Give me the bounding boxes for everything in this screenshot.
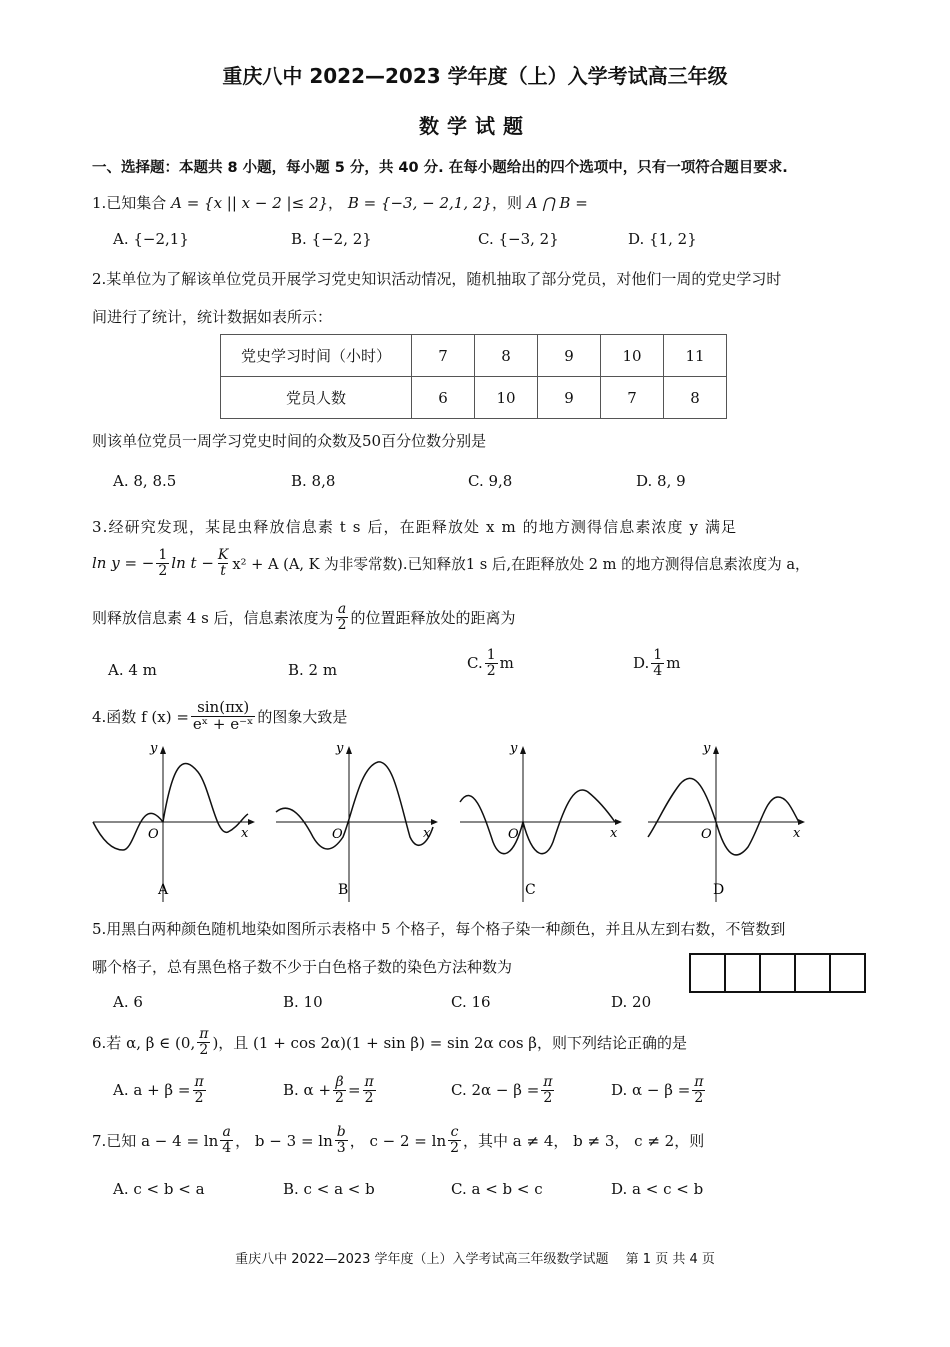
fraction-den: t — [220, 562, 226, 579]
q2-option-a: A. 8, 8.5 — [113, 472, 177, 490]
axis-y-label: y — [703, 742, 711, 756]
q5-option-b: B. 10 — [283, 993, 323, 1011]
q1-option-d: D. {1, 2} — [628, 230, 697, 248]
q5-option-a: A. 6 — [113, 993, 143, 1011]
page-subtitle: 数学试题 — [419, 114, 531, 138]
q2-line-3: 则该单位党员一周学习党史时间的众数及50百分位数分别是 — [92, 432, 487, 450]
option-prefix: C. 2α − β = — [451, 1081, 540, 1100]
q1-option-a: A. {−2,1} — [113, 230, 189, 248]
option-unit: m — [666, 654, 681, 673]
graph-a — [93, 742, 255, 902]
option-eq: = — [347, 1081, 361, 1100]
q1-option-c: C. {−3, 2} — [478, 230, 559, 248]
fraction — [216, 548, 230, 578]
q6-option-a — [113, 1075, 208, 1105]
q3-line-3 — [92, 602, 516, 632]
fraction — [651, 648, 664, 678]
table-cell: 10 — [601, 335, 664, 377]
q3-line-3-end: 的位置距释放处的距离为 — [350, 608, 516, 627]
fraction-den: 4 — [222, 1139, 232, 1156]
fraction — [156, 548, 169, 578]
q5-option-d: D. 20 — [611, 993, 652, 1011]
q2-option-d: D. 8, 9 — [636, 472, 686, 490]
graph-label-a: A — [158, 882, 169, 898]
fraction-den: 2 — [543, 1089, 553, 1106]
q5-line-2: 哪个格子，总有黑色格子数不少于白色格子数的染色方法种数为 — [92, 958, 513, 976]
fraction-den: 4 — [653, 662, 663, 679]
q1-text-a: 1.已知集合 — [92, 194, 172, 212]
fraction — [333, 1075, 346, 1105]
q3-option-c — [467, 648, 514, 678]
q4-suffix: 的图象大致是 — [257, 707, 348, 726]
fraction-den: 3 — [336, 1139, 346, 1156]
fraction-num: a — [222, 1124, 231, 1140]
q6-option-b — [283, 1075, 378, 1105]
table-row-label: 党员人数 — [221, 377, 412, 419]
option-prefix: B. α + — [283, 1081, 332, 1100]
q6-prefix: 6.若 α, β ∈ (0, — [92, 1033, 196, 1052]
q6-option-d — [611, 1075, 707, 1105]
fraction-num: π — [199, 1026, 209, 1042]
axis-x-label: x — [610, 826, 618, 841]
q1-text-b: ， — [328, 194, 348, 212]
grid-cell — [689, 953, 726, 993]
axis-y-label: y — [150, 742, 158, 756]
fraction-den: 2 — [486, 662, 496, 679]
option-unit: m — [499, 654, 514, 673]
fraction — [192, 1075, 205, 1105]
q7-part-2: ， b − 3 = ln — [235, 1131, 333, 1150]
fraction — [363, 1075, 376, 1105]
option-prefix: C. — [467, 654, 483, 673]
q1-set-a: A = {x || x − 2 |≤ 2} — [171, 194, 329, 212]
axis-y-label: y — [510, 742, 518, 756]
fraction — [448, 1125, 461, 1155]
fraction — [191, 700, 256, 733]
option-prefix: D. — [633, 654, 650, 673]
q1-set-b: B = {−3, − 2,1, 2} — [347, 194, 492, 212]
fraction — [335, 1125, 348, 1155]
fraction — [541, 1075, 554, 1105]
q7-part-4: ，其中 a ≠ 4， b ≠ 3， c ≠ 2，则 — [463, 1131, 705, 1150]
table-cell: 10 — [475, 377, 538, 419]
fraction-num: π — [194, 1074, 204, 1090]
grid-cell — [829, 953, 866, 993]
table-cell: 8 — [475, 335, 538, 377]
q3-option-b: B. 2 m — [288, 661, 338, 679]
axis-x-label: x — [423, 826, 431, 841]
fraction-num: K — [217, 547, 229, 563]
fraction-den: eˣ + e⁻ˣ — [192, 714, 254, 733]
q3-line-1: 3.经研究发现，某昆虫释放信息素 t s 后，在距释放处 x m 的地方测得信息素浓度 y 满足 — [92, 518, 738, 536]
graph-b — [276, 742, 438, 902]
q3-line-2 — [92, 548, 810, 578]
axis-y-label: y — [336, 742, 344, 756]
q7-option-d: D. a < c < b — [611, 1180, 704, 1198]
q3-eq-end: x² + A (A, K 为非零常数).已知释放1 s 后,在距释放处 2 m 的地方测得信息素浓度为 a， — [232, 555, 810, 573]
fraction-num: π — [694, 1074, 704, 1090]
grid-cell — [724, 953, 761, 993]
fraction-num: 1 — [158, 547, 168, 563]
fraction-num: sin(πx) — [197, 698, 250, 716]
graph-d — [648, 742, 805, 902]
fraction — [197, 1027, 210, 1057]
question-7 — [92, 1125, 704, 1155]
grid-cell — [794, 953, 831, 993]
origin-label: O — [508, 827, 519, 842]
fraction-num: a — [337, 601, 347, 617]
fraction-den: 2 — [335, 1089, 344, 1106]
q2-option-c: C. 9,8 — [468, 472, 513, 490]
question-6 — [92, 1027, 687, 1057]
table-cell: 11 — [664, 335, 727, 377]
fraction-num: 1 — [653, 647, 663, 663]
q1-option-b: B. {−2, 2} — [291, 230, 372, 248]
q5-line-1: 5.用黑白两种颜色随机地染如图所示表格中 5 个格子，每个格子染一种颜色，并且从左到右数，不管数到 — [92, 920, 786, 938]
table-cell: 7 — [601, 377, 664, 419]
origin-label: O — [332, 827, 343, 842]
fraction — [336, 602, 349, 632]
q7-option-c: C. a < b < c — [451, 1180, 543, 1198]
page-footer: 重庆八中 2022—2023 学年度（上）入学考试高三年级数学试题 第 1 页 共 4 页 — [235, 1252, 715, 1267]
fraction-num: c — [450, 1124, 459, 1140]
q2-option-b: B. 8,8 — [291, 472, 336, 490]
q4-prefix: 4.函数 f (x) = — [92, 707, 189, 726]
graph-label-b: B — [338, 882, 349, 898]
table-cell: 9 — [538, 335, 601, 377]
section-heading: 一、选择题：本题共 8 小题，每小题 5 分，共 40 分. 在每小题给出的四个选项中，只有一项符合题目要求. — [92, 160, 788, 176]
q7-part-3: ， c − 2 = ln — [349, 1131, 447, 1150]
q7-option-a: A. c < b < a — [113, 1180, 205, 1198]
q6-suffix: )，且 (1 + cos 2α)(1 + sin β) = sin 2α cos β，则下列结论正确的是 — [212, 1033, 687, 1052]
q7-part-1: 7.已知 a − 4 = ln — [92, 1131, 219, 1150]
origin-label: O — [701, 827, 712, 842]
fraction-den: 2 — [364, 1089, 374, 1106]
q5-grid — [691, 953, 866, 993]
fraction-den: 2 — [158, 562, 168, 579]
fraction-den: 2 — [194, 1089, 204, 1106]
option-prefix: D. α − β = — [611, 1081, 691, 1100]
question-1 — [92, 192, 588, 213]
axis-x-label: x — [793, 826, 801, 841]
q1-expr: A ⋂ B = — [526, 194, 588, 212]
question-4 — [92, 700, 347, 733]
table-cell: 9 — [538, 377, 601, 419]
q3-eq-mid: ln t − — [171, 554, 214, 573]
table-row — [221, 377, 727, 419]
graph-c — [460, 742, 622, 902]
fraction — [485, 648, 498, 678]
fraction-den: 2 — [337, 616, 347, 633]
q7-option-b: B. c < a < b — [283, 1180, 375, 1198]
table-row — [221, 335, 727, 377]
q3-option-d — [633, 648, 680, 678]
table-cell: 8 — [664, 377, 727, 419]
axis-x-label: x — [241, 826, 249, 841]
grid-cell — [759, 953, 796, 993]
table-cell: 7 — [412, 335, 475, 377]
graph-label-c: C — [525, 882, 536, 898]
q2-line-2: 间进行了统计，统计数据如表所示： — [92, 308, 333, 326]
page-title: 重庆八中 2022—2023 学年度（上）入学考试高三年级 — [222, 64, 728, 88]
q6-option-c — [451, 1075, 556, 1105]
q3-option-a: A. 4 m — [108, 661, 157, 679]
fraction-num: π — [364, 1074, 374, 1090]
option-prefix: A. a + β = — [113, 1081, 191, 1100]
fraction-num: β — [335, 1074, 344, 1090]
fraction-num: 1 — [486, 647, 496, 663]
graph-label-d: D — [713, 882, 725, 898]
table-cell: 6 — [412, 377, 475, 419]
fraction-den: 2 — [450, 1139, 460, 1156]
fraction-den: 2 — [694, 1089, 704, 1106]
q5-option-c: C. 16 — [451, 993, 491, 1011]
q1-text-c: ，则 — [491, 194, 527, 212]
fraction — [692, 1075, 705, 1105]
fraction-num: π — [543, 1074, 553, 1090]
q3-line-3-start: 则释放信息素 4 s 后，信息素浓度为 — [92, 608, 334, 627]
fraction-num: b — [336, 1124, 346, 1140]
origin-label: O — [148, 827, 159, 842]
q4-graphs — [88, 742, 818, 907]
q2-stats-table — [220, 334, 727, 419]
table-row-label: 党史学习时间（小时） — [221, 335, 412, 377]
q3-eq-start: ln y = − — [92, 554, 155, 573]
fraction — [220, 1125, 233, 1155]
q2-line-1: 2.某单位为了解该单位党员开展学习党史知识活动情况，随机抽取了部分党员，对他们一周的党史学习时 — [92, 270, 782, 288]
fraction-den: 2 — [199, 1041, 209, 1058]
